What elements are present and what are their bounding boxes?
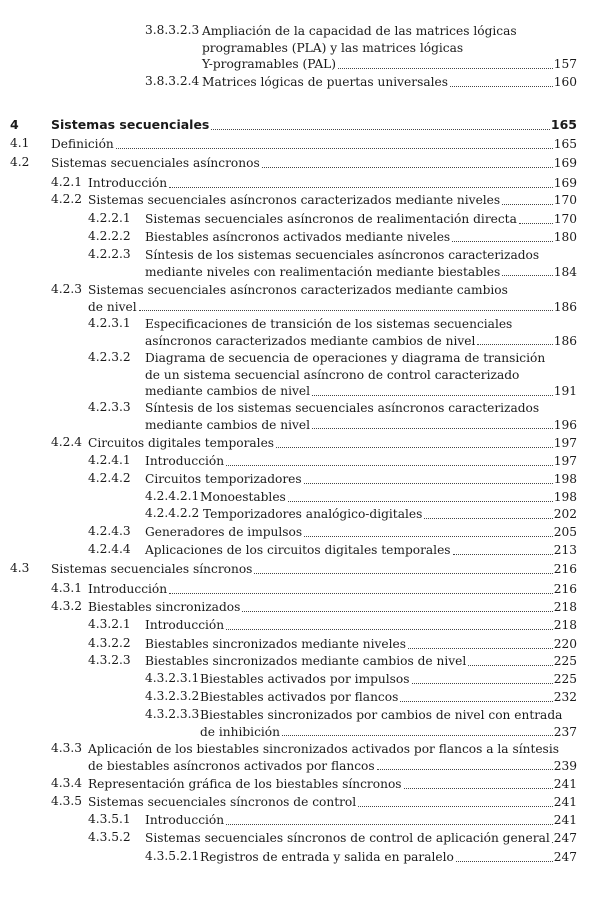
toc-entry-line [145, 653, 577, 670]
toc-entry-title: Biestables sincronizados mediante niveles [145, 637, 406, 651]
toc-entry-number: 4.3.2 [51, 599, 83, 613]
toc-page-number: 237 [553, 724, 577, 739]
toc-entry-number: 4.2.4.2.1 [145, 489, 200, 503]
toc-entry-title: Monoestables [200, 490, 286, 504]
dot-leader [304, 471, 553, 484]
toc-entry-title: de biestables asíncronos activados por flancos [88, 758, 375, 773]
toc-entry-number: 4 [10, 117, 19, 132]
toc-page-number: 220 [553, 637, 577, 651]
toc-entry-line [203, 506, 577, 523]
dot-leader [477, 333, 552, 346]
toc-entry-line [200, 707, 577, 724]
toc-entry-title: Introducción [145, 454, 225, 468]
toc-entry-line [145, 350, 577, 367]
toc-entry-title: asíncronos caracterizados mediante cambios de nivel [145, 333, 476, 348]
dot-leader [169, 581, 553, 594]
toc-page-number: 180 [553, 230, 577, 244]
dot-leader [226, 453, 553, 466]
toc-entry-title: Biestables activados por impulsos [200, 672, 410, 686]
toc-entry-title: Aplicación de los biestables sincronizados activados por flancos a la síntesis [88, 742, 559, 756]
toc-entry-line [200, 689, 577, 706]
toc-entry-line [145, 383, 577, 400]
dot-leader [116, 136, 553, 149]
toc-entry-line [88, 175, 577, 192]
toc-entry-line [200, 849, 577, 866]
toc-entry-title: Sistemas secuenciales asíncronos de realimentación directa [145, 212, 517, 226]
toc-page-number: 202 [553, 507, 577, 521]
toc-page-number: 169 [553, 156, 577, 170]
toc-entry-line [145, 524, 577, 541]
toc-entry-title: Sistemas secuenciales síncronos de control de aplicación general [145, 831, 550, 845]
dot-leader [304, 524, 553, 537]
toc-entry-line [88, 741, 577, 758]
toc-entry-title: mediante cambios de nivel [145, 417, 311, 432]
toc-entry-line [51, 136, 577, 153]
toc-entry-number: 4.3.2.3.1 [145, 671, 200, 685]
toc-entry-number: 3.8.3.2.4 [145, 74, 200, 88]
toc-entry-number: 4.3.5.1 [88, 812, 131, 826]
toc-entry-number: 4.2.2 [51, 192, 83, 206]
dot-leader [282, 724, 553, 737]
dot-leader [276, 435, 553, 448]
toc-entry-title: Síntesis de los sistemas secuenciales asíncronos caracterizados [145, 248, 540, 262]
toc-entry-number: 4.3.2.3.2 [145, 689, 200, 703]
dot-leader [468, 653, 553, 666]
toc-entry-line [200, 724, 577, 741]
toc-page-number: 160 [553, 75, 577, 89]
toc-page-number: 198 [553, 490, 577, 504]
toc-entry-title: Sistemas secuenciales síncronos [51, 562, 253, 576]
toc-page-number: 169 [553, 176, 577, 190]
toc-entry-number: 4.3.5 [51, 794, 83, 808]
toc-page-number: 196 [553, 417, 577, 432]
toc-entry-number: 4.3.4 [51, 776, 83, 790]
toc-entry-line [202, 74, 577, 91]
toc-entry-line [145, 617, 577, 634]
toc-entry-line [145, 471, 577, 488]
toc-entry-title: programables (PLA) y las matrices lógicas [202, 40, 464, 55]
toc-entry-title: Representación gráfica de los biestables síncronos [88, 777, 402, 791]
dot-leader [211, 117, 550, 130]
toc-entry-line [145, 636, 577, 653]
dot-leader [139, 299, 553, 312]
toc-entry-title: Diagrama de secuencia de operaciones y diagrama de transición [145, 351, 546, 365]
toc-entry-number: 4.2.2.1 [88, 211, 131, 225]
dot-leader [450, 74, 553, 87]
toc-entry-number: 4.2.4.1 [88, 453, 131, 467]
toc-page-number: 197 [553, 436, 577, 450]
toc-entry-line [88, 758, 577, 775]
toc-entry-title: Introducción [145, 618, 225, 632]
toc-entry-title: Sistemas secuenciales asíncronos caracterizados mediante cambios [88, 283, 508, 297]
dot-leader [400, 689, 552, 702]
toc-page-number: 241 [553, 795, 577, 809]
toc-entry-number: 4.3.3 [51, 741, 83, 755]
toc-page-number: 247 [553, 850, 577, 864]
toc-entry-line [145, 211, 577, 228]
toc-page-number: 198 [553, 472, 577, 486]
toc-page-number: 213 [553, 543, 577, 557]
toc-entry-title: mediante cambios de nivel [145, 384, 311, 398]
dot-leader [338, 56, 553, 69]
toc-page-number: 186 [553, 299, 577, 314]
toc-entry-number: 4.3.2.1 [88, 617, 131, 631]
toc-entry-title: mediante niveles con realimentación mediante biestables [145, 264, 501, 279]
toc-entry-line [145, 400, 577, 417]
toc-entry-number: 4.2.4.2 [88, 471, 131, 485]
toc-page-number: 170 [553, 212, 577, 226]
toc-page-number: 216 [553, 582, 577, 596]
toc-entry-line [88, 776, 577, 793]
toc-page-number: 191 [553, 384, 577, 398]
dot-leader [358, 794, 553, 807]
toc-entry-line [200, 489, 577, 506]
toc-entry-title: Sistemas secuenciales asíncronos caracterizados mediante niveles [88, 193, 501, 207]
toc-page-number: 247 [553, 831, 577, 845]
toc-page-number: 225 [553, 654, 577, 668]
toc-entry-line [88, 794, 577, 811]
toc-entry-line [88, 599, 577, 616]
dot-leader [288, 489, 553, 502]
toc-entry-line [145, 542, 577, 559]
toc-page-number: 232 [553, 690, 577, 704]
toc-page-number: 170 [553, 193, 577, 207]
toc-entry-title: Biestables activados por flancos [200, 690, 399, 704]
toc-entry-number: 4.2 [10, 155, 30, 169]
toc-entry-line [88, 192, 577, 209]
toc-entry-title: Biestables sincronizados por cambios de nivel con entrada [200, 708, 563, 722]
dot-leader [452, 229, 553, 242]
toc-entry-line [88, 581, 577, 598]
dot-leader [453, 542, 553, 555]
dot-leader [408, 636, 553, 649]
toc-entry-line [145, 417, 577, 434]
dot-leader [552, 830, 553, 843]
toc-entry-title: Definición [51, 137, 114, 151]
toc-entry-number: 4.2.1 [51, 175, 83, 189]
dot-leader [242, 599, 552, 612]
dot-leader [456, 849, 553, 862]
toc-entry-number: 4.3.5.2.1 [145, 849, 200, 863]
toc-entry-line [88, 435, 577, 452]
toc-entry-title: Circuitos temporizadores [145, 472, 302, 486]
toc-entry-line [88, 299, 577, 316]
dot-leader [404, 776, 553, 789]
toc-entry-title: Sistemas secuenciales asíncronos [51, 156, 260, 170]
dot-leader [312, 383, 553, 396]
toc-entry-title: Y-programables (PAL) [202, 57, 337, 71]
dot-leader [226, 617, 553, 630]
toc-entry-title: Generadores de impulsos [145, 525, 303, 539]
toc-entry-line [145, 247, 577, 264]
dot-leader [519, 211, 553, 224]
toc-page-number: 184 [553, 264, 577, 279]
toc-entry-number: 4.3.5.2 [88, 830, 131, 844]
toc-entry-line [145, 316, 577, 333]
toc-entry-title: Aplicaciones de los circuitos digitales temporales [145, 543, 451, 557]
toc-page-number: 197 [553, 454, 577, 468]
toc-entry-line [202, 56, 577, 73]
toc-page-number: 218 [553, 600, 577, 614]
toc-entry-number: 4.2.3.3 [88, 400, 131, 414]
toc-entry-title: Temporizadores analógico-digitales [203, 507, 423, 521]
toc-entry-line [145, 830, 577, 847]
toc-entry-line [202, 40, 577, 57]
toc-entry-title: Especificaciones de transición de los sistemas secuenciales [145, 317, 513, 331]
dot-leader [254, 561, 552, 574]
toc-entry-number: 4.2.4 [51, 435, 83, 449]
dot-leader [262, 155, 553, 168]
toc-page-number: 165 [553, 137, 577, 151]
dot-leader [502, 192, 553, 205]
toc-entry-title: Registros de entrada y salida en paralelo [200, 850, 454, 864]
toc-entry-number: 4.3.2.2 [88, 636, 131, 650]
toc-entry-line [145, 264, 577, 281]
toc-entry-title: Introducción [145, 813, 225, 827]
toc-entry-title: Introducción [88, 582, 168, 596]
toc-entry-line [51, 117, 577, 134]
toc-page-number: 205 [553, 525, 577, 539]
toc-page-number: 216 [553, 562, 577, 576]
toc-entry-number: 4.2.3.1 [88, 316, 131, 330]
toc-entry-title: de un sistema secuencial asíncrono de control caracterizado [145, 367, 520, 382]
toc-entry-title: Síntesis de los sistemas secuenciales asíncronos caracterizados [145, 401, 540, 415]
toc-entry-line [145, 333, 577, 350]
toc-entry-number: 4.1 [10, 136, 30, 150]
toc-entry-number: 4.2.2.2 [88, 229, 131, 243]
toc-entry-number: 4.2.3 [51, 282, 83, 296]
toc-entry-line [145, 367, 577, 384]
dot-leader [412, 671, 553, 684]
toc-entry-number: 4.2.4.2.2 [145, 506, 200, 520]
toc-entry-title: de inhibición [200, 724, 280, 739]
dot-leader [226, 812, 553, 825]
toc-entry-title: Matrices lógicas de puertas universales [202, 75, 448, 89]
toc-entry-title: de nivel [88, 299, 137, 314]
toc-entry-number: 4.2.2.3 [88, 247, 131, 261]
toc-entry-title: Biestables asíncronos activados mediante niveles [145, 230, 451, 244]
toc-entry-number: 4.3 [10, 561, 30, 575]
toc-page-number: 186 [553, 333, 577, 348]
toc-entry-line [145, 812, 577, 829]
toc-entry-number: 4.2.3.2 [88, 350, 131, 364]
toc-entry-number: 3.8.3.2.3 [145, 23, 200, 37]
toc-entry-title: Ampliación de la capacidad de las matrices lógicas [202, 24, 517, 38]
toc-entry-title: Introducción [88, 176, 168, 190]
toc-entry-number: 4.3.1 [51, 581, 83, 595]
toc-entry-number: 4.3.2.3.3 [145, 707, 200, 721]
toc-page-number: 157 [553, 57, 577, 71]
toc-entry-number: 4.2.4.4 [88, 542, 131, 556]
toc-entry-number: 4.3.2.3 [88, 653, 131, 667]
toc-entry-title: Sistemas secuenciales síncronos de control [88, 795, 357, 809]
toc-page-number: 239 [553, 758, 577, 773]
dot-leader [424, 506, 552, 519]
toc-entry-title: Biestables sincronizados mediante cambios de nivel [145, 654, 467, 668]
toc-page-number: 241 [553, 813, 577, 827]
toc-entry-title: Sistemas secuenciales [51, 117, 210, 132]
toc-page-number: 241 [553, 777, 577, 791]
toc-entry-line [200, 671, 577, 688]
dot-leader [377, 758, 553, 771]
toc-page-number: 218 [553, 618, 577, 632]
dot-leader [502, 264, 552, 277]
toc-page-number: 165 [550, 117, 577, 132]
toc-entry-line [51, 155, 577, 172]
toc-entry-line [145, 229, 577, 246]
toc-entry-line [51, 561, 577, 578]
toc-page-number: 225 [553, 672, 577, 686]
toc-entry-title: Biestables sincronizados [88, 600, 241, 614]
toc-entry-number: 4.2.4.3 [88, 524, 131, 538]
toc-entry-title: Circuitos digitales temporales [88, 436, 275, 450]
toc-entry-line [88, 282, 577, 299]
toc-entry-line [145, 453, 577, 470]
dot-leader [169, 175, 553, 188]
dot-leader [312, 417, 553, 430]
toc-entry-line [202, 23, 577, 40]
